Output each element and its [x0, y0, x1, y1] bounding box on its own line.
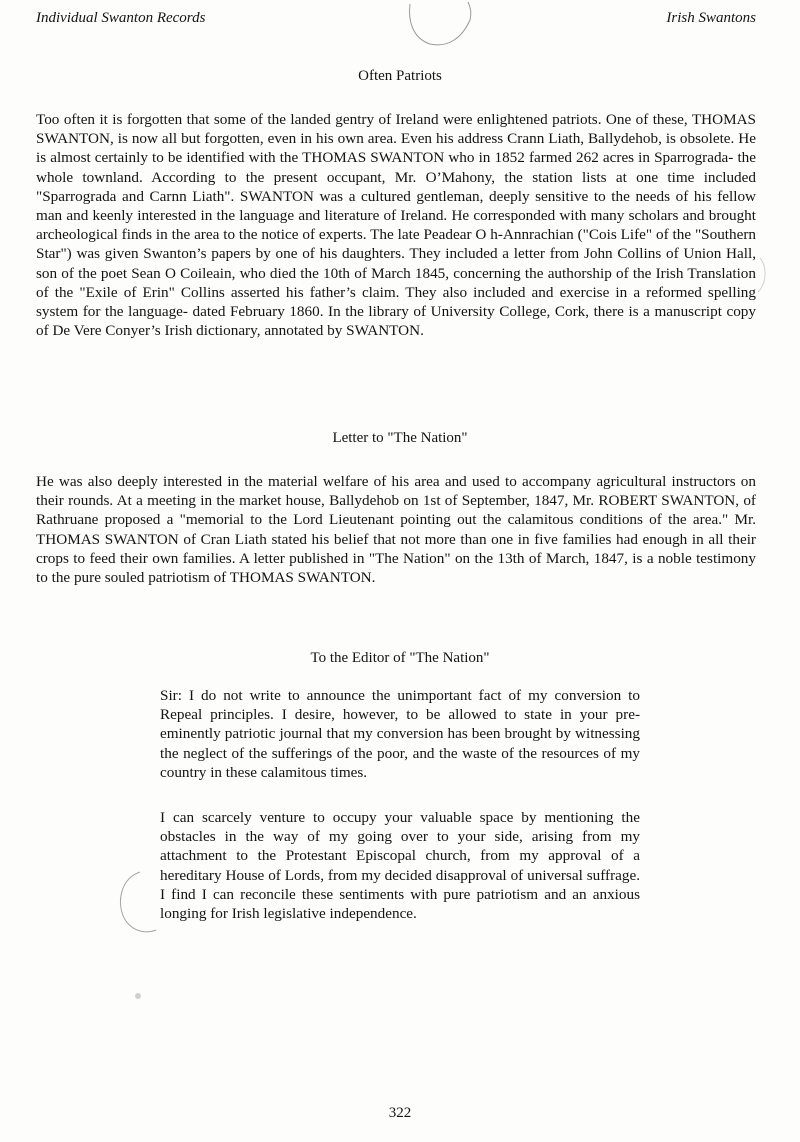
running-header-right: Irish Swantons	[666, 10, 756, 26]
letter-paragraph: Sir: I do not write to announce the unimportant fact of my conversion to Repeal principles. I desire, however, to be allowed to state in your pre-eminently patriotic journal that my conversion has been brought by witnessing the neglect of the sufferings of the poor, and the waste of the resources of my country in these calamitous times.	[160, 687, 640, 781]
section-heading-to-the-editor: To the Editor of "The Nation"	[310, 650, 490, 666]
section-heading-letter-to-the-nation: Letter to "The Nation"	[332, 430, 468, 446]
letter-paragraph: I can scarcely venture to occupy your valuable space by mentioning the obstacles in the way of my going over to your side, arising from my attachment to the Protestant Episcopal church, from my approval of a hereditary House of Lords, from my decided disapproval of universal suffrage. I find I can reconcile these sentiments with pure patriotism and an anxious longing for Irish legislative independence.	[160, 809, 640, 923]
page-number: 322	[388, 1105, 412, 1121]
section-heading-often-patriots: Often Patriots	[358, 68, 442, 84]
body-paragraph: He was also deeply interested in the material welfare of his area and used to accompany agricultural instructors on their rounds. At a meeting in the market house, Ballydehob on 1st of September, 1847, Mr. ROBERT SWANTON, of Rathruane proposed a "memorial to the Lord Lieutenant pointing out the calamitous conditions of the area." Mr. THOMAS SWANTON of Cran Liath stated his belief that not more than one in five families had enough in all their crops to feed their own families. A letter published in "The Nation" on the 13th of March, 1847, is a noble testimony to the pure souled patriotism of THOMAS SWANTON.	[36, 473, 756, 587]
body-paragraph: Too often it is forgotten that some of the landed gentry of Ireland were enlightened patriots. One of these, THOMAS SWANTON, is now all but forgotten, even in his own area. Even his address Crann Liath, Ballydehob, is obsolete. He is almost certainly to be identified with the THOMAS SWANTON who in 1852 farmed 262 acres in Sparrograda- the whole townland. According to the present occupant, Mr. O’Mahony, the station lists at one time included "Sparrograda and Carnn Liath". SWANTON was a cultured gentleman, deeply sensitive to the needs of his fellow man and keenly interested in the language and literature of Ireland. He corresponded with many scholars and brought archeological finds in the area to the notice of experts. The late Peadear O h-Annrachian ("Cois Life" of the "Southern Star") was given Swanton’s papers by one of his daughters. They included a letter from John Collins of Union Hall, son of the poet Sean O Coileain, who died the 10th of March 1845, concerning the authorship of the Irish Translation of the "Exile of Erin" Collins asserted his father’s claim. They also included and exercise in a reformed spelling system for the language- dated February 1860. In the library of University College, Cork, there is a manuscript copy of De Vere Conyer’s Irish dictionary, annotated by SWANTON.	[36, 111, 756, 340]
running-header-left: Individual Swanton Records	[36, 10, 206, 26]
